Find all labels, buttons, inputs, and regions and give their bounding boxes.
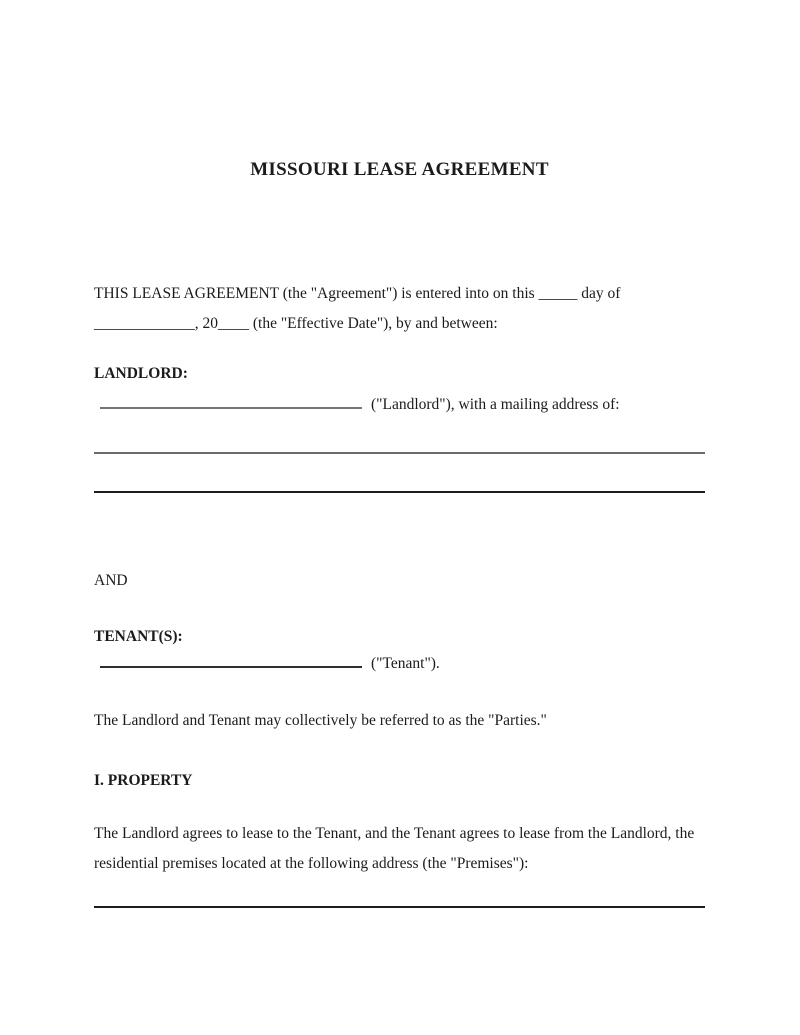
- landlord-section-label: LANDLORD:: [94, 365, 188, 382]
- landlord-address-line-1[interactable]: [94, 452, 705, 454]
- premises-address-line[interactable]: [94, 906, 705, 908]
- document-title: MISSOURI LEASE AGREEMENT: [250, 159, 549, 180]
- parties-note: The Landlord and Tenant may collectively be referred to as the "Parties.": [94, 712, 547, 729]
- tenant-row-text: ("Tenant").: [371, 655, 440, 672]
- tenant-section-label: TENANT(S):: [94, 628, 183, 645]
- intro-paragraph: [94, 279, 705, 339]
- intro-line-1: THIS LEASE AGREEMENT (the "Agreement") is entered into on this _____ day of: [94, 285, 621, 302]
- tenant-name-blank[interactable]: [100, 653, 362, 668]
- landlord-address-line-2[interactable]: [94, 491, 705, 493]
- landlord-row-text: ("Landlord"), with a mailing address of:: [371, 396, 620, 413]
- property-body-line-1: The Landlord agrees to lease to the Tenant, and the Tenant agrees to lease from the Landlord, the: [94, 825, 695, 842]
- landlord-name-row: [94, 390, 711, 420]
- and-conjunction: AND: [94, 572, 128, 589]
- property-section-heading: I. PROPERTY: [94, 772, 193, 789]
- intro-line-2: _____________, 20____ (the "Effective Date"), by and between:: [94, 315, 498, 332]
- tenant-name-row: [94, 649, 711, 679]
- property-paragraph: [94, 819, 705, 879]
- property-body-line-2: residential premises located at the following address (the "Premises"):: [94, 855, 529, 872]
- landlord-name-blank[interactable]: [100, 394, 362, 409]
